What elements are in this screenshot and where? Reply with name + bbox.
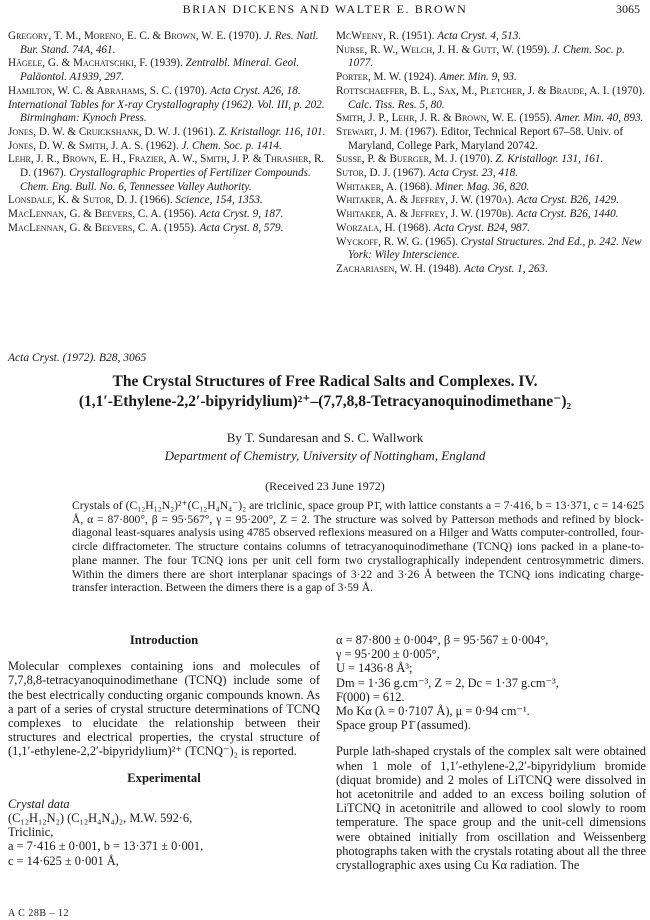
crystal-data-line: γ = 95·200 ± 0·005°, — [336, 647, 440, 662]
reference-item: Sutor, D. J. (1967). Acta Cryst. 23, 418. — [336, 167, 518, 180]
references-right-column — [336, 30, 646, 277]
article-title-line-2: (1,1′-Ethylene-2,2′-bipyridylium)²⁺–(7,7,8,8-Tetracyanoquinodimethane⁻)₂ — [78, 393, 572, 410]
crystal-data-line: Space group P1̄ (assumed). — [336, 718, 471, 733]
crystal-data-line: Mo Kα (λ = 0·7107 Å), μ = 0·94 cm⁻¹. — [336, 704, 530, 719]
article-title-line-1: The Crystal Structures of Free Radical Salts and Complexes. IV. — [112, 373, 538, 390]
reference-item: MacLennan, G. & Beevers, C. A. (1956). Acta Cryst. 9, 187. — [8, 208, 284, 221]
author-affiliation: Department of Chemistry, University of Nottingham, England — [164, 448, 486, 463]
reference-item: Lehr, J. R., Brown, E. H., Frazier, A. W., Smith, J. P. & Thrasher, R. D. (1967). Crystallographic Properties of Fertilizer Compounds. Chem. Eng. Bull. No. 6, Tennessee Valley Authority. — [8, 153, 325, 193]
received-date: (Received 23 June 1972) — [265, 479, 385, 493]
reference-item: Hägele, G. & Machatschki, F. (1939). Zentralbl. Mineral. Geol. Paläontol. A1939, 297. — [8, 57, 300, 84]
reference-item: Whitaker, A. & Jeffrey, J. W. (1970b). Acta Cryst. B26, 1440. — [336, 208, 619, 221]
crystal-data-line: α = 87·800 ± 0·004°, β = 95·567 ± 0·004°, — [336, 633, 549, 647]
experimental-paragraph: Purple lath-shaped crystals of the complex salt were obtained when 1 mole of 1,1′-ethylene-2,2′-bipyridylium bromide (diquat bromide) and 2 moles of LiTCNQ were dissolved in hot acetonitrile and added to an excess boiling solution of LiTCNQ in acetonitrile and allowed to cool slowly to room temperature. The space group and the unit-cell dimensions were obtained initially from oscillation and Weissenberg photographs taken with the crystals rotating about all the three crystallographic axes using Cu Kα radiation. The — [336, 744, 646, 873]
reference-item: Worzala, H. (1968). Acta Cryst. B24, 987. — [336, 221, 531, 234]
reference-item: Jones, D. W. & Smith, J. A. S. (1962). J. Chem. Soc. p. 1414. — [8, 139, 282, 152]
reference-item: International Tables for X-ray Crystallography (1962). Vol. III, p. 202. Birmingham: Kynoch Press. — [8, 98, 325, 125]
abstract: Crystals of (C₁₂H₁₂N₂)²⁺(C₁₂H₄N₄⁻)₂ are triclinic, space group P1̄, with lattice constants a = 7·416, b = 13·371, c = 14·625 Å, α = 87·800°, β = 95·567°, γ = 95·200°, Z = 2. The structure was solved by Patterson methods and refined by block-diagonal least-squares analysis using 4785 observed reflexions measured on a Hilger and Watts computer-controlled, four-circle diffractometer. The structure contains columns of tetracyanoquinodimethane (TCNQ) ions packed in a plane-to-plane manner. The four TCNQ ions per unit cell form two crystallographically independent centrosymmetric dimers. Within the dimers there are short interplanar spacings of 3·22 and 3·26 Å between the TCNQ ions indicating charge-transfer interaction. Between the dimers there is a gap of 3·59 Å. — [72, 499, 644, 595]
body-left-column — [8, 633, 320, 868]
subheading-crystal-data: Crystal data — [8, 796, 70, 811]
crystal-data-line: c = 14·625 ± 0·001 Å, — [8, 853, 119, 868]
references-left-column — [8, 30, 326, 236]
reference-item: Jones, D. W. & Cruickshank, D. W. J. (1961). Z. Kristallogr. 116, 101. — [8, 125, 326, 138]
introduction-paragraph: Molecular complexes containing ions and molecules of 7,7,8,8-tetracyanoquinodimethane (TCNQ) include some of the best electrically conducting organic compounds known. As a part of a series of crystal structure determinations of TCNQ complexes to elucidate the relationship between their structures and electrical properties, the crystal structure of (1,1′-ethylene-2,2′-bipyridylium)²⁺ (TCNQ⁻)₂ is reported. — [8, 659, 320, 759]
reference-item: Whitaker, A. (1968). Miner. Mag. 36, 820. — [336, 180, 530, 193]
reference-item: Nurse, R. W., Welch, J. H. & Gutt, W. (1959). J. Chem. Soc. p. 1077. — [336, 43, 625, 70]
crystal-data-line: U = 1436·8 Å³; — [336, 661, 413, 676]
reference-item: Lonsdale, K. & Sutor, D. J. (1966). Science, 154, 1353. — [8, 194, 263, 207]
reference-item: Hamilton, W. C. & Abrahams, S. C. (1970). Acta Cryst. A26, 18. — [8, 84, 301, 97]
crystal-data-line: Dm = 1·36 g.cm⁻³, Z = 2, Dc = 1·37 g.cm⁻³, — [336, 675, 559, 690]
section-heading-introduction: Introduction — [129, 633, 199, 647]
page-number: 3065 — [616, 2, 640, 16]
author-byline: By T. Sundaresan and S. C. Wallwork — [226, 430, 424, 445]
article-title — [8, 372, 642, 412]
running-header-authors: BRIAN DICKENS AND WALTER E. BROWN — [182, 2, 468, 16]
crystal-data-line: a = 7·416 ± 0·001, b = 13·371 ± 0·001, — [8, 839, 204, 854]
reference-item: Stewart, J. M. (1967). Editor, Technical Report 67–58. Univ. of Maryland, College Park, Maryland 20742. — [336, 125, 624, 152]
reference-item: Susse, P. & Buerger, M. J. (1970). Z. Kristallogr. 131, 161. — [336, 153, 604, 166]
article-citation: Acta Cryst. (1972). B28, 3065 — [8, 352, 147, 364]
reference-item: Zachariasen, W. H. (1948). Acta Cryst. 1, 263. — [336, 262, 548, 275]
reference-item: Porter, M. W. (1924). Amer. Min. 9, 93. — [336, 71, 517, 84]
reference-item: Gregory, T. M., Moreno, E. C. & Brown, W. E. (1970). J. Res. Natl. Bur. Stand. 74A, 461. — [8, 30, 319, 56]
crystal-data-line: (C₁₂H₁₂N₂) (C₁₂H₄N₄)₂, M.W. 592·6, — [8, 811, 193, 826]
crystal-data-line: F(000) = 612. — [336, 689, 405, 704]
reference-item: MacLennan, G. & Beevers, C. A. (1955). Acta Cryst. 8, 579. — [8, 221, 284, 234]
crystal-data-line: Triclinic, — [8, 825, 54, 840]
section-heading-experimental: Experimental — [127, 770, 201, 785]
reference-item: Smith, J. P., Lehr, J. R. & Brown, W. E. (1955). Amer. Min. 40, 893. — [336, 112, 644, 125]
reference-item: Wyckoff, R. W. G. (1965). Crystal Structures. 2nd Ed., p. 242. New York: Wiley Interscience. — [336, 235, 642, 262]
reference-item: Rottschaeffer, B. L., Sax, M., Pletcher, J. & Braude, A. I. (1970). Calc. Tiss. Res. 5, 80. — [336, 84, 645, 111]
body-right-column — [336, 633, 646, 872]
reference-item: McWeeny, R. (1951). Acta Cryst. 4, 513. — [336, 30, 522, 42]
page-footer: A C 28B – 12 — [8, 908, 70, 919]
reference-item: Whitaker, A. & Jeffrey, J. W. (1970a). Acta Cryst. B26, 1429. — [336, 194, 619, 207]
